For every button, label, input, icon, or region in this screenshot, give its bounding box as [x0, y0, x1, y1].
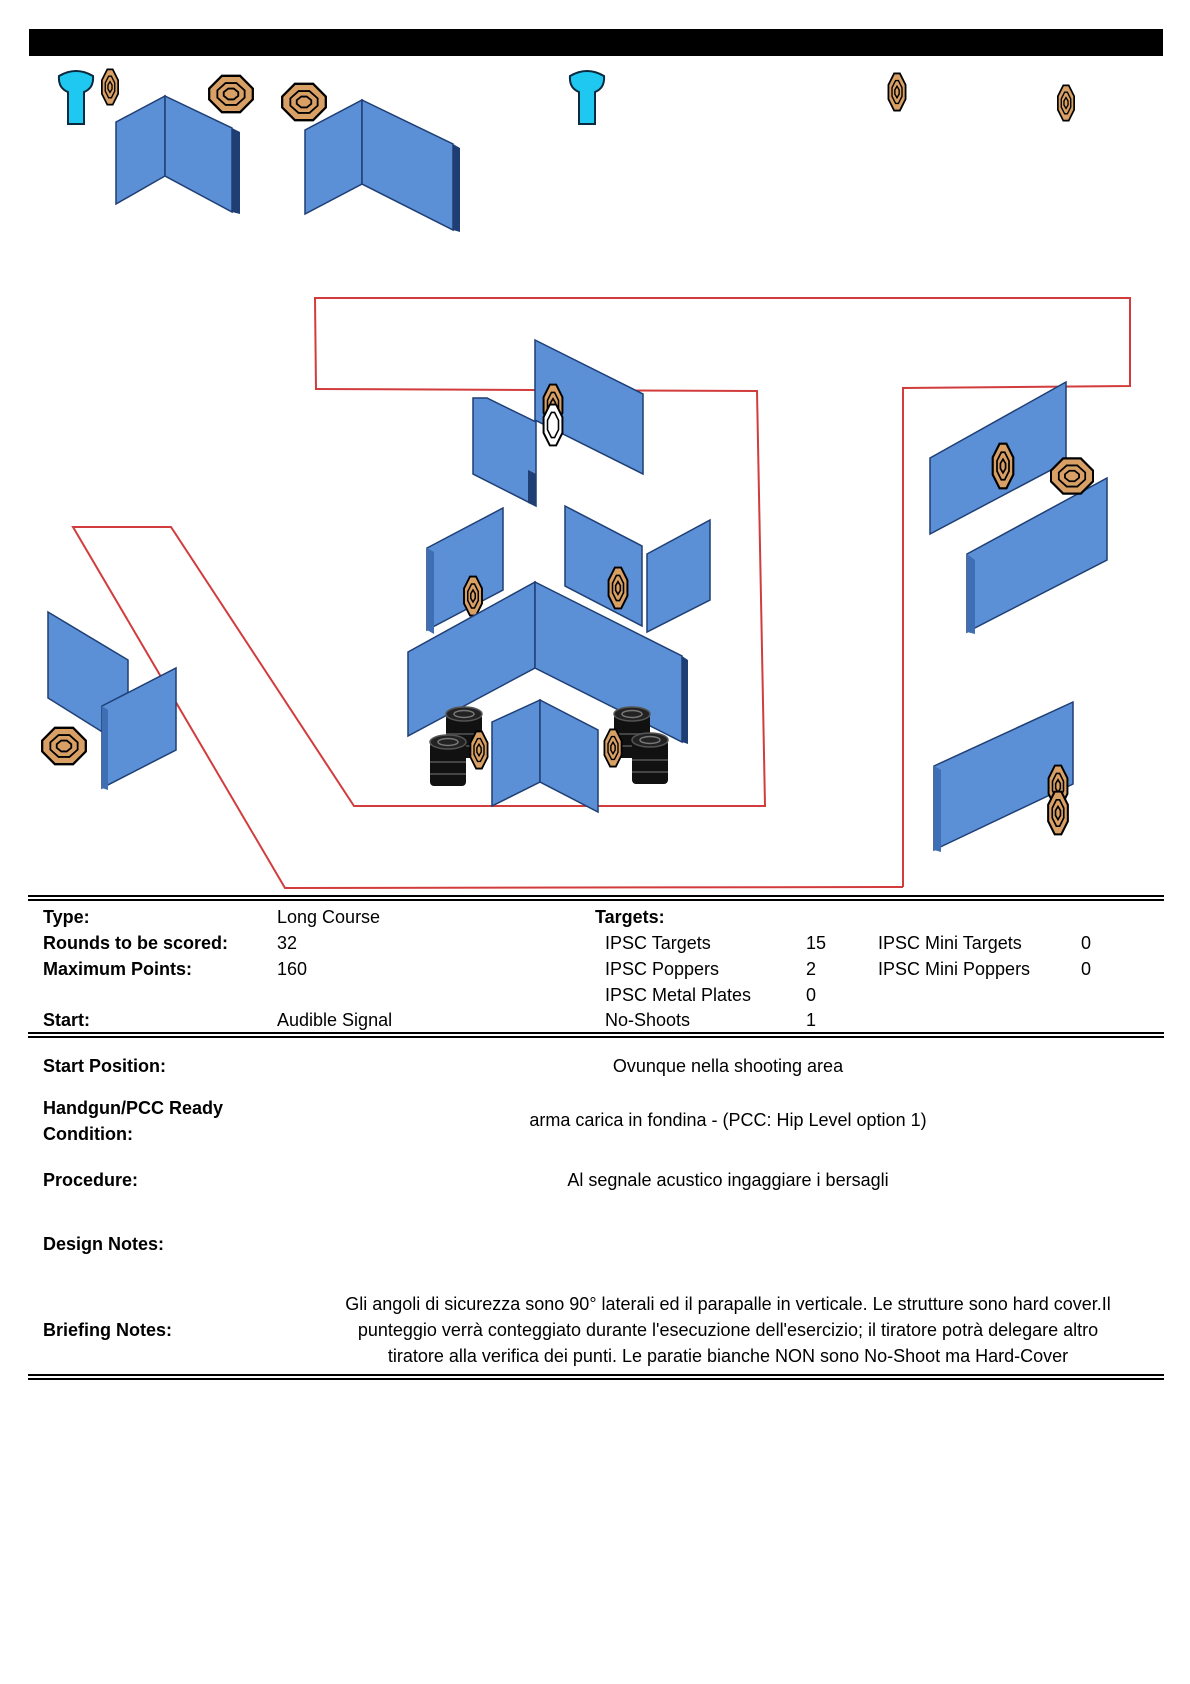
wall-topleft-b: [305, 100, 460, 232]
ready-condition-label-line2: Condition:: [43, 1124, 133, 1144]
type-value: Long Course: [277, 907, 381, 927]
target-type-count: 15: [806, 933, 827, 953]
ipsc-target-icon: [282, 84, 326, 120]
target-type-label: No-Shoots: [605, 1010, 691, 1030]
ipsc-target-icon: [1051, 458, 1093, 493]
start-label: Start:: [43, 1010, 91, 1030]
ipsc-target-icon: [609, 568, 628, 609]
barrel-icon: [632, 733, 668, 784]
ready-condition-label-line1: Handgun/PCC Ready: [43, 1098, 224, 1118]
ipsc-target-icon: [470, 731, 487, 768]
target-type-count: 0: [806, 985, 817, 1005]
wall-center-bottom: [492, 700, 598, 812]
ipsc-target-icon: [993, 444, 1014, 489]
procedure-label: Procedure:: [43, 1170, 139, 1190]
ipsc-target-icon: [209, 76, 253, 112]
stage-info: [28, 895, 1164, 1380]
start-value: Audible Signal: [277, 1010, 393, 1030]
mini-target-label: IPSC Mini Targets: [878, 933, 1022, 953]
wall-topleft-a: [116, 96, 240, 214]
ipsc-target-icon: [1048, 792, 1068, 835]
briefing-notes-line: Gli angoli di sicurezza sono 90° laterali ed il parapalle in verticale. Le strutture sono hard cover.Il: [345, 1294, 1111, 1314]
ipsc-target-icon: [604, 729, 621, 766]
ipsc-target-icon: [1058, 85, 1074, 120]
ipsc-target-icon: [464, 577, 482, 616]
mini-target-count: 0: [1081, 933, 1092, 953]
target-type-count: 2: [806, 959, 817, 979]
ready-condition-value: arma carica in fondina - (PCC: Hip Level option 1): [529, 1110, 927, 1130]
mini-target-count: 0: [1081, 959, 1092, 979]
divider: [28, 895, 1164, 901]
target-type-count: 1: [806, 1010, 817, 1030]
no-shoot-icon: [544, 405, 563, 446]
ipsc-target-icon: [102, 69, 118, 104]
briefing-notes-line: punteggio verrà conteggiato durante l'esecuzione dell'esercizio; il tiratore potrà delegare altro: [357, 1320, 1099, 1340]
wall-right-upper: [930, 382, 1107, 634]
max-points-label: Maximum Points:: [43, 959, 193, 979]
design-notes-label: Design Notes:: [43, 1234, 165, 1254]
ipsc-target-icon: [888, 73, 905, 110]
briefing-notes-line: tiratore alla verifica dei punti. Le paratie bianche NON sono No-Shoot ma Hard-Cover: [387, 1346, 1069, 1366]
popper-icon: [570, 71, 604, 124]
max-points-value: 160: [277, 959, 308, 979]
target-type-label: IPSC Poppers: [605, 959, 720, 979]
rounds-label: Rounds to be scored:: [43, 933, 229, 953]
target-type-label: IPSC Targets: [605, 933, 711, 953]
start-position-label: Start Position:: [43, 1056, 167, 1076]
targets-label: Targets:: [595, 907, 665, 927]
mini-target-label: IPSC Mini Poppers: [878, 959, 1031, 979]
start-position-value: Ovunque nella shooting area: [612, 1056, 844, 1076]
popper-icon: [59, 71, 93, 124]
divider: [28, 1374, 1164, 1380]
type-label: Type:: [43, 907, 90, 927]
rounds-value: 32: [277, 933, 298, 953]
briefing-notes-label: Briefing Notes:: [43, 1320, 173, 1340]
header-bar: [29, 29, 1163, 56]
ipsc-target-icon: [42, 728, 86, 764]
target-type-label: IPSC Metal Plates: [605, 985, 752, 1005]
stage-diagram: [0, 56, 1190, 896]
barrel-icon: [430, 735, 466, 786]
procedure-value: Al segnale acustico ingaggiare i bersagli: [567, 1170, 889, 1190]
